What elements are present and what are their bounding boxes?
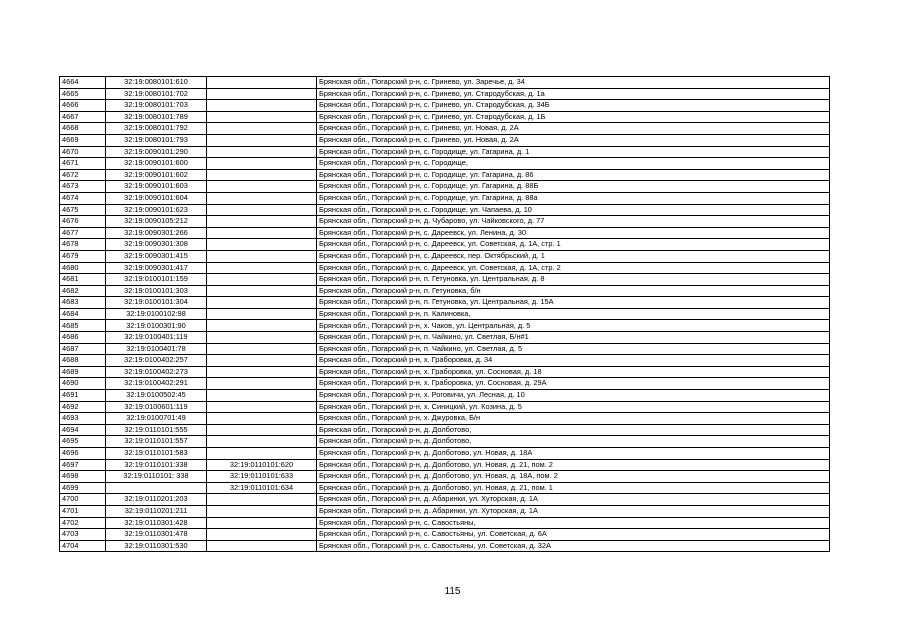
address-cell: Брянская обл., Погарский р-н, с. Гринево, ул. Новая, д. 2А <box>317 123 830 135</box>
row-number-cell: 4693 <box>60 413 106 425</box>
table-row <box>60 88 830 100</box>
related-cadastral-number-cell <box>207 285 317 297</box>
cadastral-number-cell: 32:19:0090101:290 <box>106 146 207 158</box>
table-row <box>60 77 830 89</box>
related-cadastral-number-cell <box>207 320 317 332</box>
row-number-cell: 4677 <box>60 227 106 239</box>
table-row <box>60 471 830 483</box>
related-cadastral-number-cell <box>207 88 317 100</box>
table-row <box>60 274 830 286</box>
table-row <box>60 378 830 390</box>
cadastral-number-cell: 32:19:0100401:119 <box>106 332 207 344</box>
cadastral-number-cell: 32:19:0090301:417 <box>106 262 207 274</box>
related-cadastral-number-cell <box>207 274 317 286</box>
row-number-cell: 4700 <box>60 494 106 506</box>
table-row <box>60 436 830 448</box>
row-number-cell: 4688 <box>60 355 106 367</box>
table-row <box>60 424 830 436</box>
address-cell: Брянская обл., Погарский р-н, х. Чаков, ул. Центральная, д. 5 <box>317 320 830 332</box>
related-cadastral-number-cell <box>207 355 317 367</box>
related-cadastral-number-cell <box>207 146 317 158</box>
related-cadastral-number-cell <box>207 227 317 239</box>
row-number-cell: 4691 <box>60 390 106 402</box>
address-cell: Брянская обл., Погарский р-н, с. Гринево, ул. Стародубская, д. 1а <box>317 88 830 100</box>
cadastral-number-cell: 32:19:0100101:304 <box>106 297 207 309</box>
table-row <box>60 505 830 517</box>
address-cell: Брянская обл., Погарский р-н, д. Долботово, ул. Новая, д. 21, пом. 1 <box>317 482 830 494</box>
related-cadastral-number-cell <box>207 343 317 355</box>
table-row <box>60 181 830 193</box>
address-cell: Брянская обл., Погарский р-н, п. Чайкино, ул. Светлая, д. 5 <box>317 343 830 355</box>
cadastral-number-cell: 32:19:0110101:338 <box>106 459 207 471</box>
row-number-cell: 4672 <box>60 169 106 181</box>
related-cadastral-number-cell <box>207 77 317 89</box>
cadastral-number-cell: 32:19:0110201:203 <box>106 494 207 506</box>
related-cadastral-number-cell <box>207 436 317 448</box>
row-number-cell: 4696 <box>60 448 106 460</box>
related-cadastral-number-cell <box>207 158 317 170</box>
table-row <box>60 285 830 297</box>
cadastral-number-cell: 32:19:0090101:603 <box>106 181 207 193</box>
cadastral-number-cell: 32:19:0080101:610 <box>106 77 207 89</box>
address-cell: Брянская обл., Погарский р-н, с. Городище, ул. Чапаева, д. 10 <box>317 204 830 216</box>
related-cadastral-number-cell: 32:19:0110101:620 <box>207 459 317 471</box>
registry-table-body <box>60 77 830 552</box>
table-row <box>60 413 830 425</box>
row-number-cell: 4664 <box>60 77 106 89</box>
table-row <box>60 192 830 204</box>
cadastral-number-cell: 32:19:0100101:159 <box>106 274 207 286</box>
related-cadastral-number-cell <box>207 494 317 506</box>
cadastral-number-cell: 32:19:0090301:266 <box>106 227 207 239</box>
related-cadastral-number-cell <box>207 239 317 251</box>
address-cell: Брянская обл., Погарский р-н, с. Гринево, ул. Новая, д. 2А <box>317 134 830 146</box>
address-cell: Брянская обл., Погарский р-н, с. Савостьяны, <box>317 517 830 529</box>
related-cadastral-number-cell <box>207 192 317 204</box>
address-cell: Брянская обл., Погарский р-н, х. Джуровка, Б/н <box>317 413 830 425</box>
related-cadastral-number-cell <box>207 390 317 402</box>
address-cell: Брянская обл., Погарский р-н, д. Долботово, ул. Новая, д. 21, пом. 2 <box>317 459 830 471</box>
row-number-cell: 4674 <box>60 192 106 204</box>
table-row <box>60 216 830 228</box>
related-cadastral-number-cell <box>207 529 317 541</box>
row-number-cell: 4682 <box>60 285 106 297</box>
cadastral-number-cell: 32:19:0090101:602 <box>106 169 207 181</box>
related-cadastral-number-cell <box>207 308 317 320</box>
table-row <box>60 250 830 262</box>
cadastral-number-cell: 32:19:0090105:212 <box>106 216 207 228</box>
row-number-cell: 4695 <box>60 436 106 448</box>
address-cell: Брянская обл., Погарский р-н, д. Долботово, ул. Новая, д. 18А <box>317 448 830 460</box>
row-number-cell: 4686 <box>60 332 106 344</box>
related-cadastral-number-cell <box>207 262 317 274</box>
cadastral-number-cell: 32:19:0090101:600 <box>106 158 207 170</box>
table-row <box>60 227 830 239</box>
address-cell: Брянская обл., Погарский р-н, с. Гринево, ул. Заречье, д. 34 <box>317 77 830 89</box>
row-number-cell: 4703 <box>60 529 106 541</box>
address-cell: Брянская обл., Погарский р-н, с. Городище, ул. Гагарина, д. 88Б <box>317 181 830 193</box>
row-number-cell: 4678 <box>60 239 106 251</box>
table-row <box>60 262 830 274</box>
cadastral-number-cell: 32:19:0110301:478 <box>106 529 207 541</box>
cadastral-number-cell: 32:19:0090301:308 <box>106 239 207 251</box>
table-row <box>60 146 830 158</box>
row-number-cell: 4673 <box>60 181 106 193</box>
cadastral-number-cell: 32:19:0100701:49 <box>106 413 207 425</box>
cadastral-number-cell: 32:19:0110101:555 <box>106 424 207 436</box>
row-number-cell: 4676 <box>60 216 106 228</box>
related-cadastral-number-cell <box>207 505 317 517</box>
row-number-cell: 4704 <box>60 540 106 552</box>
row-number-cell: 4683 <box>60 297 106 309</box>
cadastral-number-cell: 32:19:0110201:211 <box>106 505 207 517</box>
table-row <box>60 320 830 332</box>
row-number-cell: 4698 <box>60 471 106 483</box>
row-number-cell: 4684 <box>60 308 106 320</box>
related-cadastral-number-cell <box>207 448 317 460</box>
address-cell: Брянская обл., Погарский р-н, с. Гринево, ул. Стародубская, д. 34Б <box>317 100 830 112</box>
address-cell: Брянская обл., Погарский р-н, с. Дареевск, ул. Советская, д. 1А, стр. 2 <box>317 262 830 274</box>
address-cell: Брянская обл., Погарский р-н, с. Городище, ул. Гагарина, д. 1 <box>317 146 830 158</box>
address-cell: Брянская обл., Погарский р-н, д. Абаринки, ул. Хуторская, д. 1А <box>317 494 830 506</box>
row-number-cell: 4690 <box>60 378 106 390</box>
row-number-cell: 4665 <box>60 88 106 100</box>
cadastral-number-cell: 32:19:0100601:119 <box>106 401 207 413</box>
cadastral-number-cell: 32:19:0100502:45 <box>106 390 207 402</box>
cadastral-number-cell: 32:19:0090101:604 <box>106 192 207 204</box>
related-cadastral-number-cell <box>207 413 317 425</box>
address-cell: Брянская обл., Погарский р-н, х. Роговичи, ул. Лесная, д. 10 <box>317 390 830 402</box>
address-cell: Брянская обл., Погарский р-н, с. Городище, <box>317 158 830 170</box>
row-number-cell: 4680 <box>60 262 106 274</box>
related-cadastral-number-cell <box>207 332 317 344</box>
related-cadastral-number-cell <box>207 378 317 390</box>
row-number-cell: 4669 <box>60 134 106 146</box>
cadastral-number-cell: 32:19:0110101:557 <box>106 436 207 448</box>
address-cell: Брянская обл., Погарский р-н, п. Гетуновка, б/н <box>317 285 830 297</box>
related-cadastral-number-cell <box>207 111 317 123</box>
table-row <box>60 123 830 135</box>
address-cell: Брянская обл., Погарский р-н, с. Городище, ул. Гагарина, д. 86 <box>317 169 830 181</box>
cadastral-number-cell: 32:19:0100402:273 <box>106 366 207 378</box>
cadastral-number-cell: 32:19:0080101:793 <box>106 134 207 146</box>
address-cell: Брянская обл., Погарский р-н, п. Гетуновка, ул. Центральная, д. 15А <box>317 297 830 309</box>
related-cadastral-number-cell <box>207 424 317 436</box>
related-cadastral-number-cell: 32:19:0110101:634 <box>207 482 317 494</box>
related-cadastral-number-cell <box>207 181 317 193</box>
address-cell: Брянская обл., Погарский р-н, с. Дареевск, ул. Ленина, д. 30 <box>317 227 830 239</box>
row-number-cell: 4666 <box>60 100 106 112</box>
table-row <box>60 482 830 494</box>
related-cadastral-number-cell <box>207 517 317 529</box>
address-cell: Брянская обл., Погарский р-н, д. Чубарово, ул. Чайковского, д. 77 <box>317 216 830 228</box>
cadastral-number-cell: 32:19:0100402:291 <box>106 378 207 390</box>
row-number-cell: 4694 <box>60 424 106 436</box>
cadastral-number-cell: 32:19:0100401:78 <box>106 343 207 355</box>
row-number-cell: 4679 <box>60 250 106 262</box>
address-cell: Брянская обл., Погарский р-н, х. Граборовка, д. 34 <box>317 355 830 367</box>
address-cell: Брянская обл., Погарский р-н, с. Гринево, ул. Стародубская, д. 1Б <box>317 111 830 123</box>
row-number-cell: 4689 <box>60 366 106 378</box>
row-number-cell: 4692 <box>60 401 106 413</box>
address-cell: Брянская обл., Погарский р-н, с. Дареевск, пер. Октябрьский, д. 1 <box>317 250 830 262</box>
table-row <box>60 204 830 216</box>
related-cadastral-number-cell <box>207 297 317 309</box>
row-number-cell: 4668 <box>60 123 106 135</box>
cadastral-number-cell: 32:19:0080101:789 <box>106 111 207 123</box>
table-row <box>60 111 830 123</box>
table-row <box>60 100 830 112</box>
address-cell: Брянская обл., Погарский р-н, с. Савостьяны, ул. Советская, д. 6А <box>317 529 830 541</box>
address-cell: Брянская обл., Погарский р-н, п. Гетуновка, ул. Центральная, д. 8 <box>317 274 830 286</box>
table-row <box>60 343 830 355</box>
address-cell: Брянская обл., Погарский р-н, х. Граборовка, ул. Сосновая, д. 18 <box>317 366 830 378</box>
table-row <box>60 517 830 529</box>
row-number-cell: 4687 <box>60 343 106 355</box>
address-cell: Брянская обл., Погарский р-н, д. Долботово, <box>317 436 830 448</box>
table-row <box>60 355 830 367</box>
table-row <box>60 169 830 181</box>
cadastral-number-cell: 32:19:0100402:257 <box>106 355 207 367</box>
row-number-cell: 4671 <box>60 158 106 170</box>
row-number-cell: 4699 <box>60 482 106 494</box>
table-row <box>60 401 830 413</box>
cadastral-number-cell: 32:19:0110101:583 <box>106 448 207 460</box>
table-row <box>60 529 830 541</box>
related-cadastral-number-cell <box>207 216 317 228</box>
row-number-cell: 4701 <box>60 505 106 517</box>
table-row <box>60 448 830 460</box>
table-row <box>60 239 830 251</box>
related-cadastral-number-cell <box>207 204 317 216</box>
cadastral-number-cell: 32:19:0100102:98 <box>106 308 207 320</box>
cadastral-number-cell: 32:19:0080101:703 <box>106 100 207 112</box>
table-row <box>60 308 830 320</box>
table-row <box>60 390 830 402</box>
page-number: 115 <box>444 586 461 597</box>
related-cadastral-number-cell <box>207 123 317 135</box>
address-cell: Брянская обл., Погарский р-н, д. Абаринки, ул. Хуторская, д. 1А <box>317 505 830 517</box>
cadastral-number-cell: 32:19:0100301:90 <box>106 320 207 332</box>
cadastral-number-cell: 32:19:0080101:792 <box>106 123 207 135</box>
table-row <box>60 332 830 344</box>
related-cadastral-number-cell <box>207 401 317 413</box>
row-number-cell: 4697 <box>60 459 106 471</box>
related-cadastral-number-cell <box>207 250 317 262</box>
address-cell: Брянская обл., Погарский р-н, п. Калиновка, <box>317 308 830 320</box>
cadastral-number-cell: 32:19:0110101: 338 <box>106 471 207 483</box>
table-row <box>60 540 830 552</box>
related-cadastral-number-cell: 32:19:0110101:633 <box>207 471 317 483</box>
cadastral-number-cell: 32:19:0100101:303 <box>106 285 207 297</box>
address-cell: Брянская обл., Погарский р-н, х. Граборовка, ул. Сосновая, д. 29А <box>317 378 830 390</box>
row-number-cell: 4675 <box>60 204 106 216</box>
address-cell: Брянская обл., Погарский р-н, с. Дареевск, ул. Советская, д. 1А, стр. 1 <box>317 239 830 251</box>
cadastral-number-cell: 32:19:0110301:428 <box>106 517 207 529</box>
address-cell: Брянская обл., Погарский р-н, с. Городище, ул. Гагарина, д. 88а <box>317 192 830 204</box>
table-row <box>60 134 830 146</box>
related-cadastral-number-cell <box>207 169 317 181</box>
address-cell: Брянская обл., Погарский р-н, п. Чайкино, ул. Светлая, Б/н#1 <box>317 332 830 344</box>
table-row <box>60 459 830 471</box>
table-row <box>60 494 830 506</box>
table-row <box>60 297 830 309</box>
row-number-cell: 4670 <box>60 146 106 158</box>
table-row <box>60 158 830 170</box>
cadastral-number-cell: 32:19:0090101:623 <box>106 204 207 216</box>
row-number-cell: 4685 <box>60 320 106 332</box>
row-number-cell: 4702 <box>60 517 106 529</box>
related-cadastral-number-cell <box>207 540 317 552</box>
table-row <box>60 366 830 378</box>
row-number-cell: 4681 <box>60 274 106 286</box>
cadastral-number-cell: 32:19:0110301:530 <box>106 540 207 552</box>
address-cell: Брянская обл., Погарский р-н, д. Долботово, ул. Новая, д. 18А, пом. 2 <box>317 471 830 483</box>
cadastral-number-cell: 32:19:0080101:702 <box>106 88 207 100</box>
related-cadastral-number-cell <box>207 100 317 112</box>
address-cell: Брянская обл., Погарский р-н, с. Савостьяны, ул. Советская, д. 32А <box>317 540 830 552</box>
property-registry-table <box>59 76 830 552</box>
address-cell: Брянская обл., Погарский р-н, х. Синицкий, ул. Козина, д. 5 <box>317 401 830 413</box>
address-cell: Брянская обл., Погарский р-н, д. Долботово, <box>317 424 830 436</box>
cadastral-number-cell: 32:19:0090301:415 <box>106 250 207 262</box>
related-cadastral-number-cell <box>207 366 317 378</box>
cadastral-number-cell <box>106 482 207 494</box>
related-cadastral-number-cell <box>207 134 317 146</box>
row-number-cell: 4667 <box>60 111 106 123</box>
